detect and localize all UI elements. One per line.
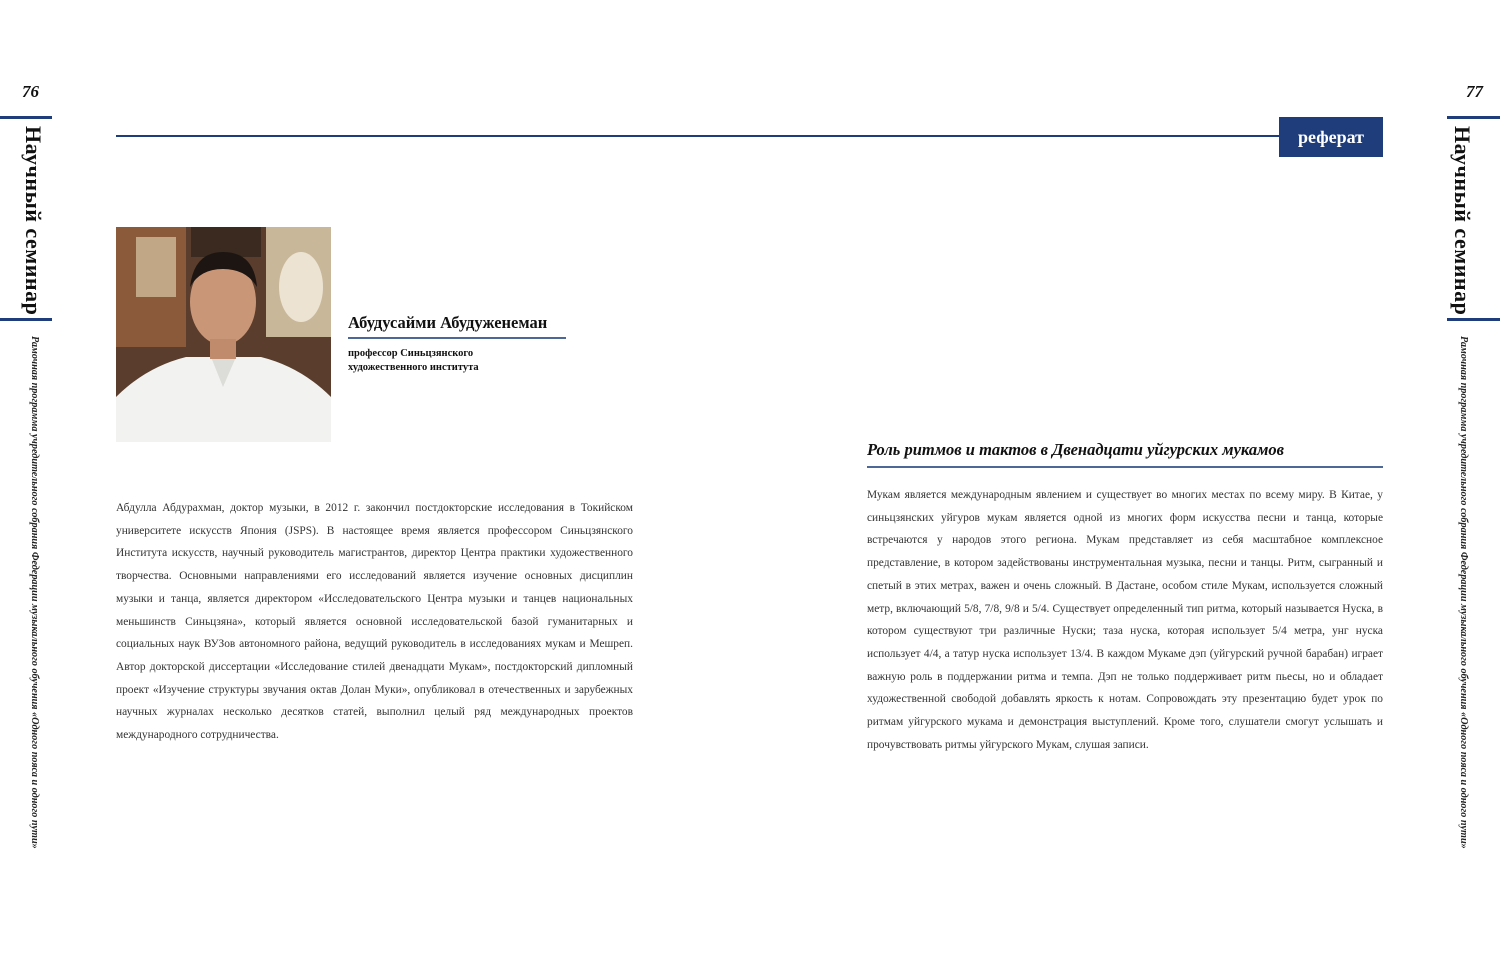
author-bio: Абдулла Абдурахман, доктор музыки, в 2012 г. закончил постдокторские исследования в Токийском университете искусств Япония (JSPS). В настоящее время является профессором Синьцзянского Института искусств, научный руководитель магистрантов, директор Центра практики художественного творчества. Основными направлениями его исследований является изучение основных дисциплин музыки и танца, является директором «Исследовательского Центра музыки и танцев национальных меньшинств Синьцзяна», который является основной исследовательской базой гуманитарных и социальных наук ВУЗов автономного района, ведущий руководитель в исследованиях мукам и Мешреп. Автор докторской диссертации «Исследование стилей двенадцати Мукам», постдокторский дипломный проект «Изучение структуры звучания октав Долан Муки», опубликовал в отечественных и зарубежных научных журналах несколько десятков статей, выполнил целый ряд международных проектов международного сотрудничества. (116, 502, 633, 742)
author-photo (116, 227, 331, 442)
side-title-right: Научный семинар (1450, 126, 1475, 316)
side-rule-top-left (0, 116, 52, 119)
author-name: Абудусайми Абудуженеман (348, 313, 548, 332)
side-subtitle-right: Рамочная программа учредительного собрания Федерации музыкального обучения «Одного пояса и одного пути» (1458, 336, 1469, 849)
side-rule-bottom-right (1447, 318, 1500, 321)
article-title-rule (867, 466, 1383, 468)
header-rule (116, 135, 1280, 137)
author-name-rule (348, 337, 566, 339)
section-badge: реферат (1279, 117, 1383, 157)
author-role: профессор Синьцзянского художественного института (348, 348, 479, 373)
article-title: Роль ритмов и тактов в Двенадцати уйгурских мукамов (867, 440, 1285, 459)
article-abstract: Мукам является международным явлением и существует во многих местах по всему миру. В Китае, у синьцзянских уйгуров мукам является одной из многих форм искусства песни и танца, которые встречаются у народов этого региона. Мукам представляет из себя масштабное комплексное представление, в котором задействованы инструментальная музыка, песни и танцы. Ритм, сыгранный и спетый в этих метрах, важен и очень сложный. В Дастане, особом стиле Мукам, используется сложный метр, включающий 5/8, 7/8, 9/8 и 5/4. Существует определенный тип ритма, который называется Нуска, в котором существуют три различные Нуски; таза нуска, которая использует 5/4 метра, унг нуска использует 4/4, а татур нуска использует 13/4. В каждом Мукаме дэп (уйгурский ручной барабан) играет важную роль в поддержании ритма и темпа. Дэп не только поддерживает ритм пьесы, но и обладает художественной свободой добавлять яркость к нотам. Сопровождать эту презентацию будет урок по ритмам уйгурского мукама и демонстрация выступлений. Кроме того, слушатели смогут услышать и прочувствовать ритмы уйгурского Мукам, слушая записи. (867, 489, 1383, 751)
side-rule-top-right (1447, 116, 1500, 119)
page-number-left: 76 (22, 82, 39, 101)
side-title-left: Научный семинар (21, 126, 46, 316)
side-subtitle-left: Рамочная программа учредительного собрания Федерации музыкального обучения «Одного пояса и одного пути» (29, 336, 40, 849)
page-number-right: 77 (1466, 82, 1483, 101)
side-rule-bottom-left (0, 318, 52, 321)
